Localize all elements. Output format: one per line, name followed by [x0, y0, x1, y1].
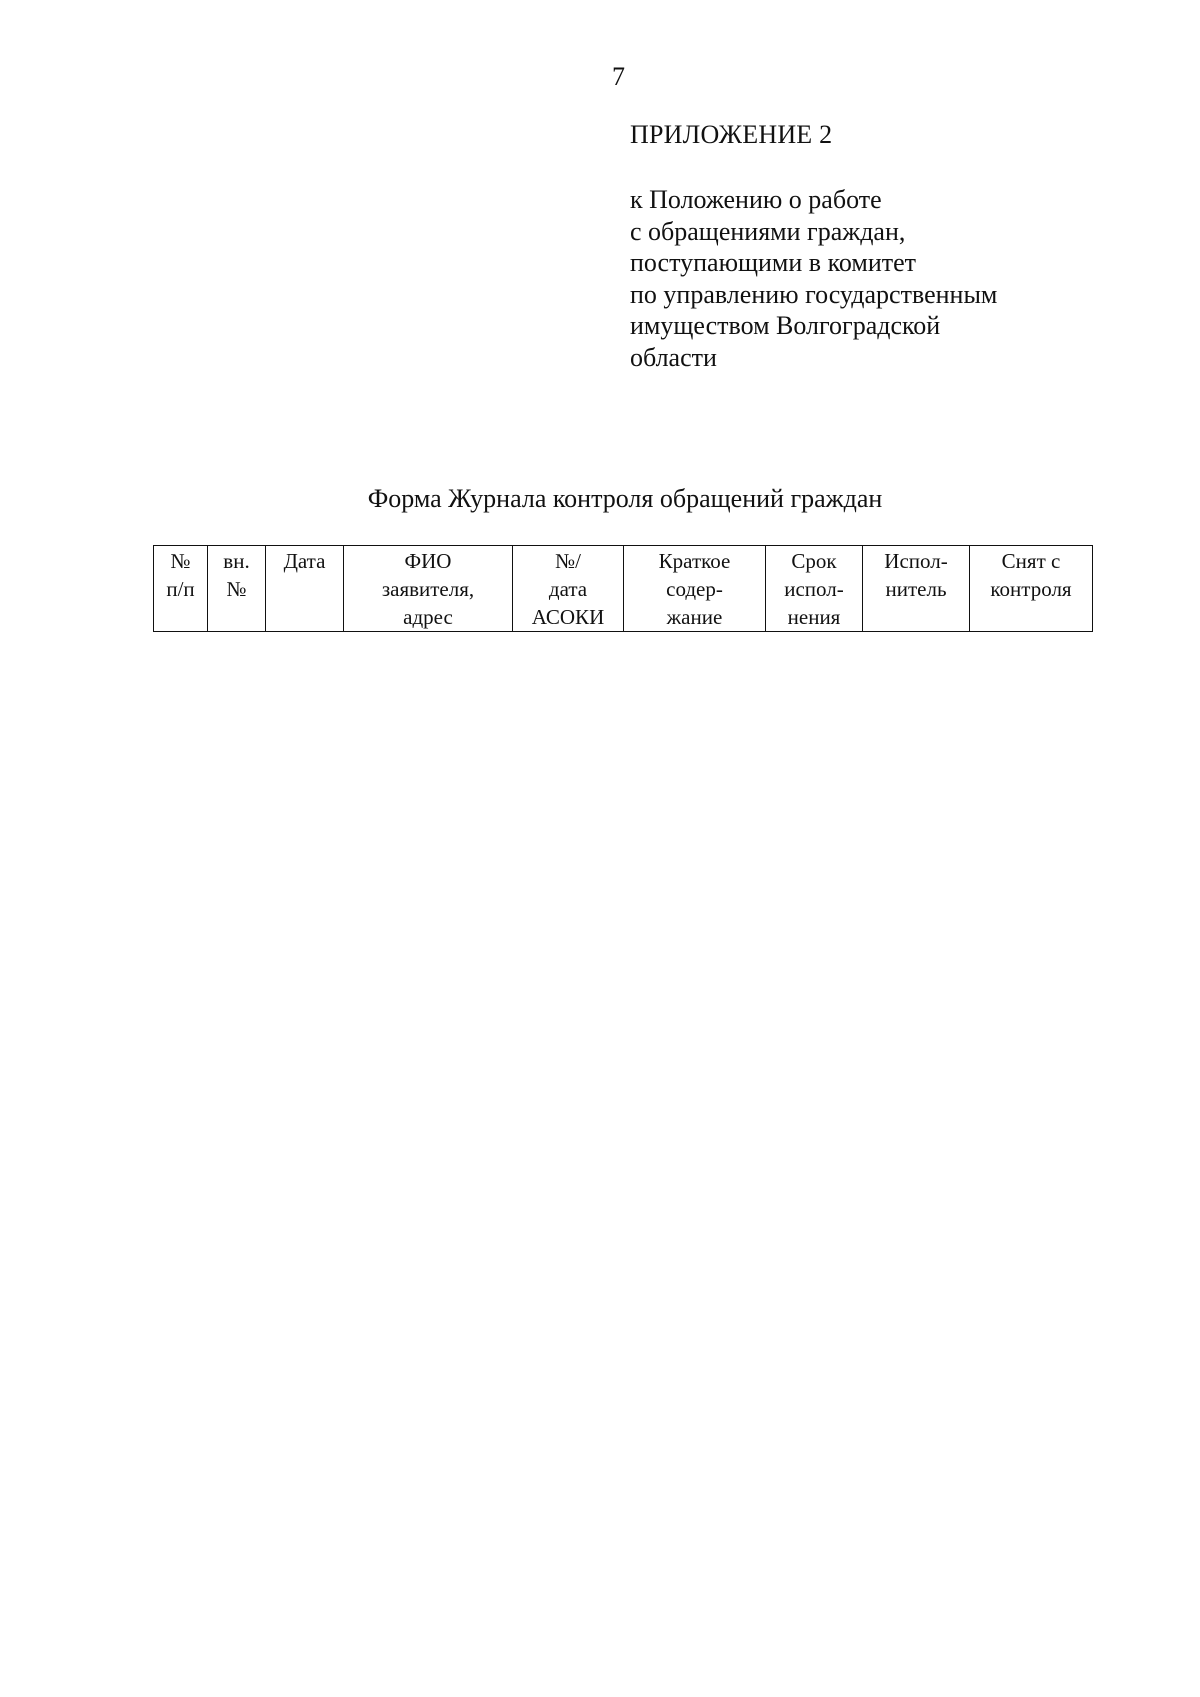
- header-line: вн.: [223, 549, 250, 573]
- column-header-removed-from-control: [970, 546, 1093, 632]
- appendix-reference-line: с обращениями граждан,: [630, 216, 906, 246]
- column-header-deadline: [766, 546, 863, 632]
- header-line: Снят с: [1001, 549, 1061, 573]
- header-line: Испол-: [884, 549, 948, 573]
- appendix-reference: [630, 184, 1130, 373]
- column-header-summary: [624, 546, 766, 632]
- header-line: нитель: [885, 577, 947, 601]
- header-line: Дата: [283, 549, 326, 573]
- appendix-title: ПРИЛОЖЕНИЕ 2: [630, 120, 833, 149]
- column-header-row-number: [154, 546, 208, 632]
- header-line: №: [226, 577, 247, 601]
- table-header-row: [154, 546, 1093, 632]
- header-line: Срок: [791, 549, 837, 573]
- appendix-reference-line: по управлению государственным: [630, 279, 998, 309]
- column-header-executor: [863, 546, 970, 632]
- form-title: Форма Журнала контроля обращений граждан: [367, 484, 883, 513]
- appendix-reference-line: поступающими в комитет: [630, 248, 917, 277]
- column-header-date: [266, 546, 344, 632]
- header-line: Краткое: [658, 549, 731, 573]
- header-line: ФИО: [404, 549, 452, 573]
- header-line: АСОКИ: [531, 605, 605, 629]
- appendix-reference-line: к Положению о работе: [630, 185, 882, 214]
- header-line: №/: [555, 549, 581, 573]
- header-line: жание: [666, 605, 723, 629]
- header-line: №: [170, 549, 191, 573]
- header-line: п/п: [166, 577, 195, 601]
- page-number: 7: [612, 62, 625, 91]
- column-header-internal-number: [208, 546, 266, 632]
- column-header-applicant: [344, 546, 513, 632]
- appendix-reference-line: имуществом Волгоградской: [630, 311, 941, 340]
- journal-table: [153, 545, 1093, 632]
- header-line: содер-: [666, 577, 723, 601]
- header-line: испол-: [784, 577, 844, 601]
- header-line: нения: [787, 605, 841, 629]
- column-header-asoki: [513, 546, 624, 632]
- header-line: адрес: [403, 605, 453, 629]
- appendix-reference-line: области: [630, 342, 717, 372]
- header-line: заявителя,: [381, 577, 475, 601]
- header-line: дата: [548, 577, 588, 601]
- header-line: контроля: [990, 577, 1072, 601]
